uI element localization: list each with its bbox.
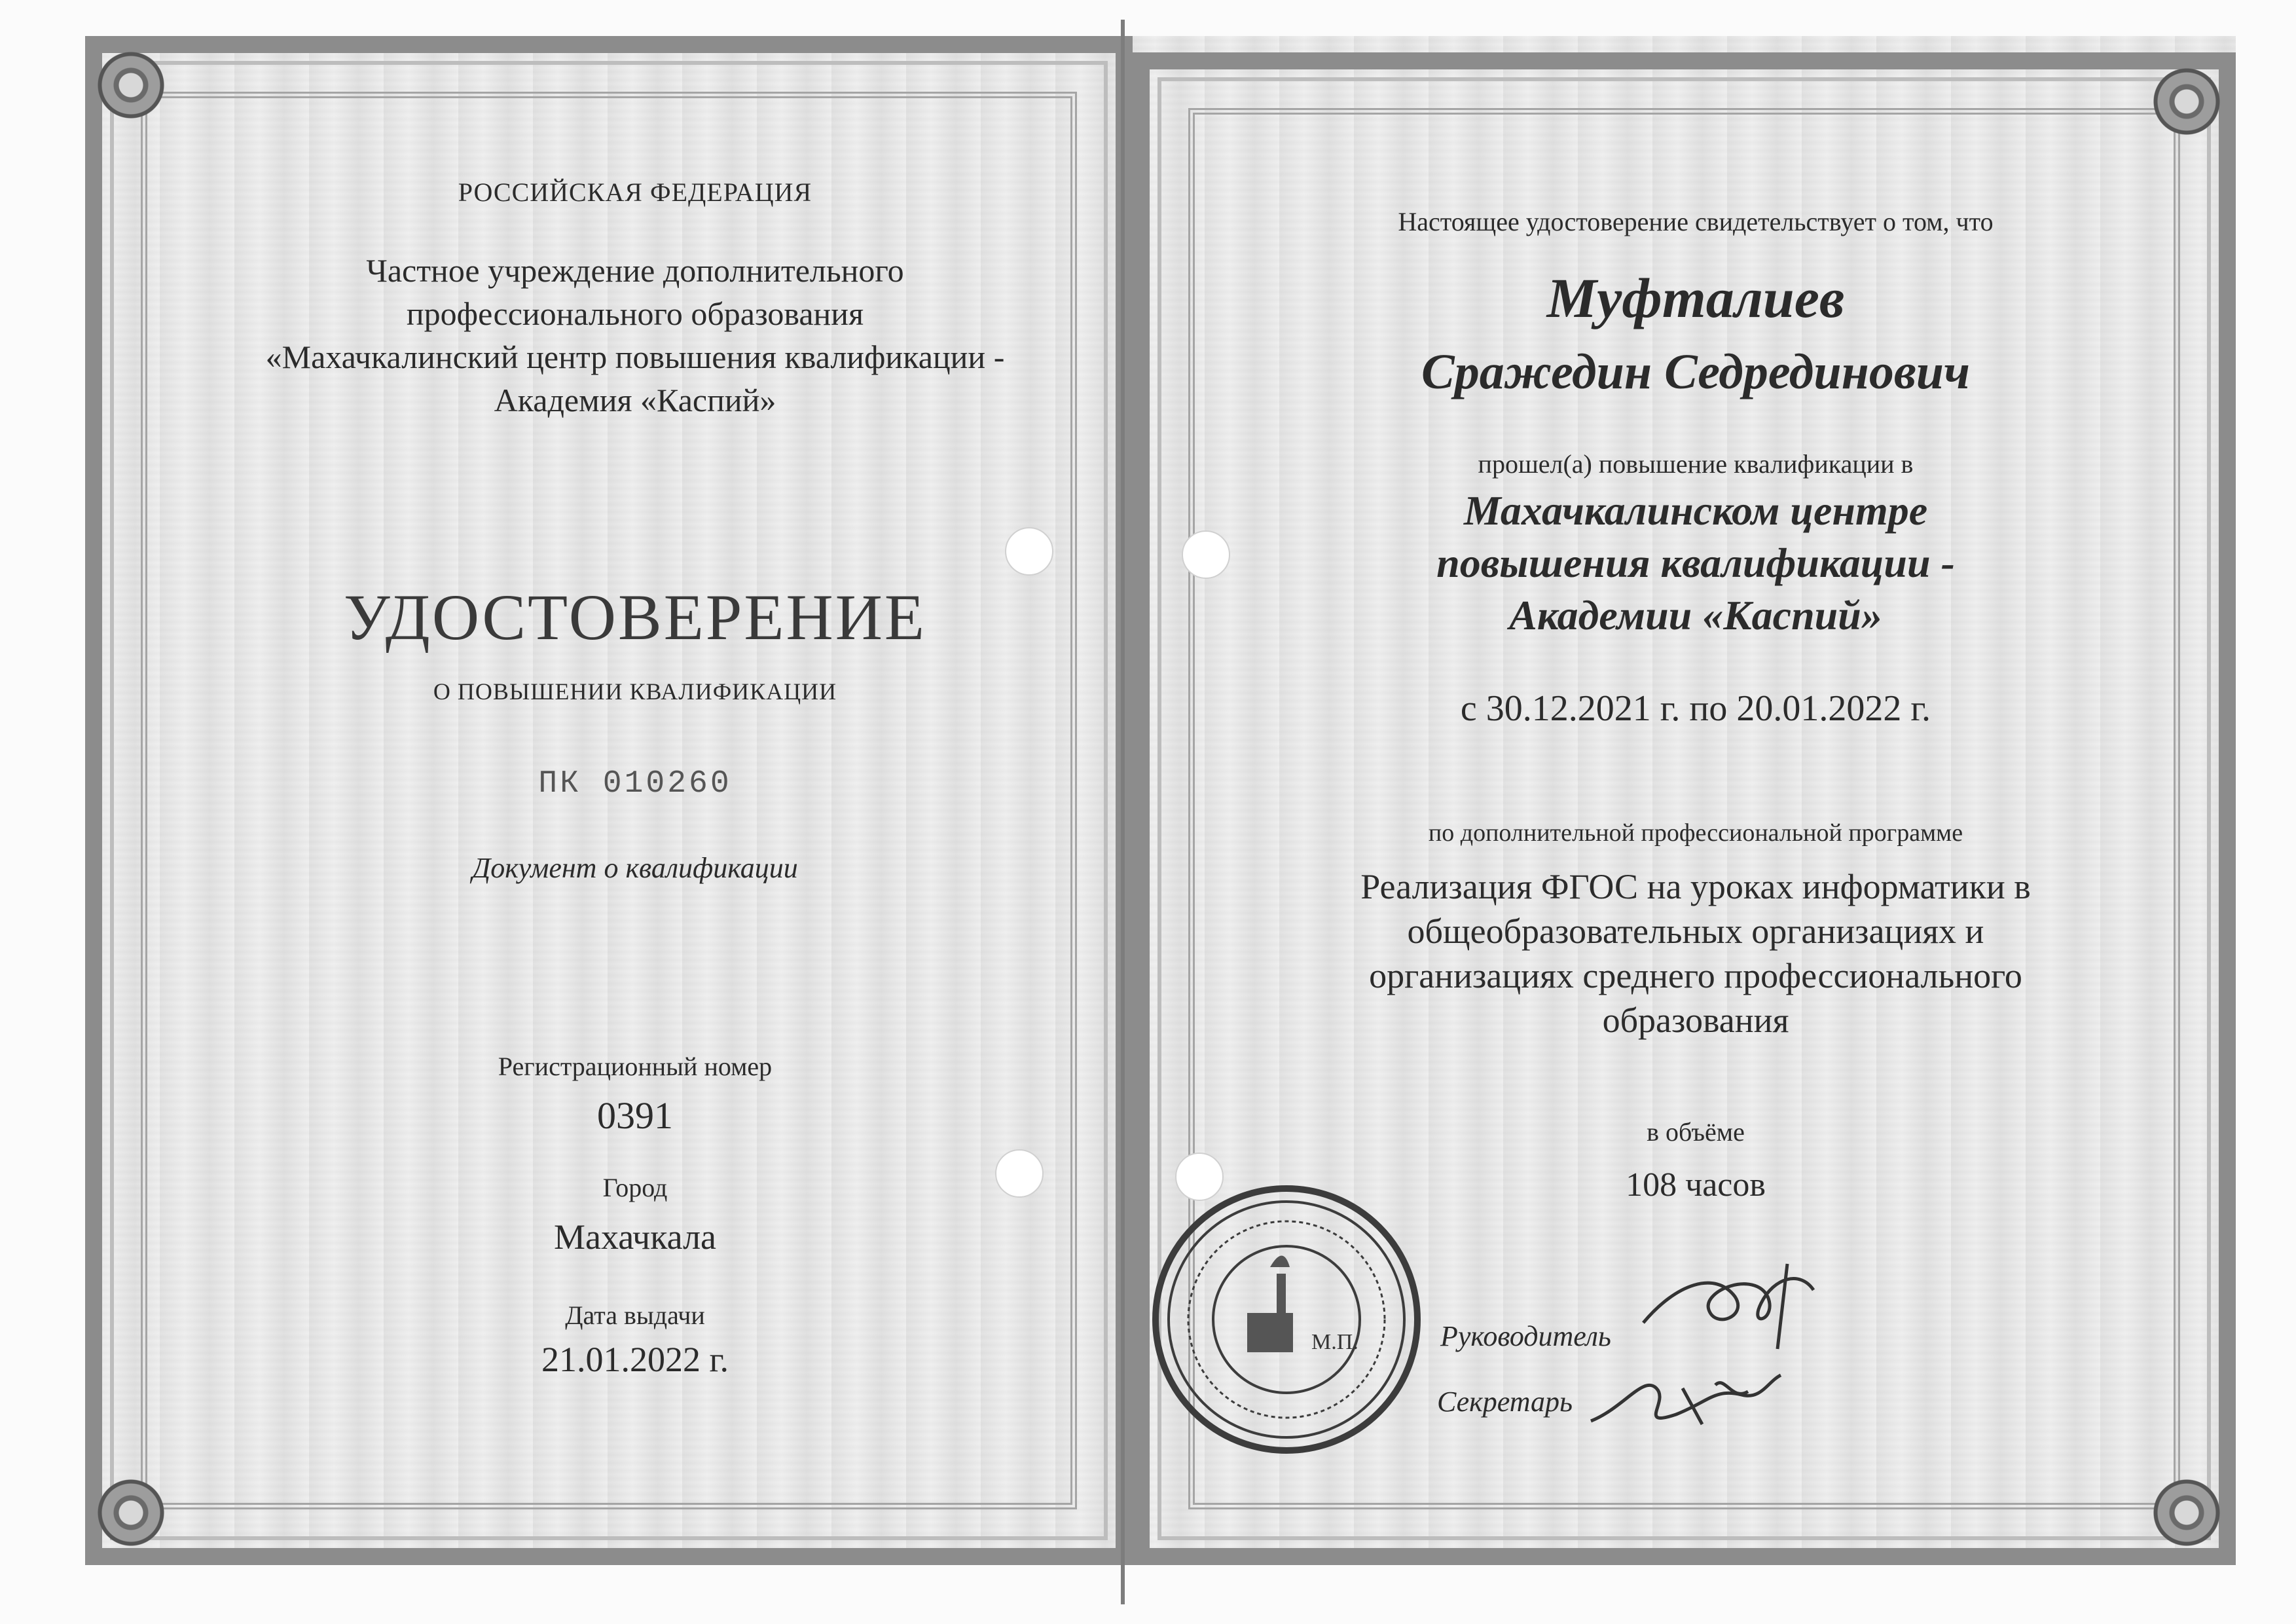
head-signature-label: Руководитель (1440, 1320, 1611, 1352)
punch-hole (1005, 527, 1053, 576)
city-value: Махачкала (553, 1217, 716, 1257)
org-line: Академия «Каспий» (494, 382, 776, 418)
program-line: Реализация ФГОС на уроках информатики в (1360, 867, 2031, 906)
secretary-signature-icon (1584, 1349, 1807, 1447)
program-line: образования (1602, 1001, 1789, 1040)
serial-number: ПК 010260 (538, 766, 732, 802)
volume-label: в объёме (1647, 1117, 1745, 1147)
document-subtitle: О ПОВЫШЕНИИ КВАЛИФИКАЦИИ (433, 678, 837, 705)
training-period: с 30.12.2021 г. по 20.01.2022 г. (1460, 688, 1931, 729)
org-line: Частное учреждение дополнительного (366, 252, 904, 289)
completed-text: прошел(а) повышение квалификации в (1478, 449, 1914, 479)
corner-ornament-icon (2147, 1473, 2226, 1552)
document-title: УДОСТОВЕРЕНИЕ (343, 581, 927, 654)
issue-date-value: 21.01.2022 г. (541, 1340, 729, 1379)
corner-ornament-icon (92, 46, 170, 124)
issue-date-label: Дата выдачи (565, 1301, 705, 1330)
country-heading: РОССИЙСКАЯ ФЕДЕРАЦИЯ (458, 177, 812, 207)
holder-given-names: Сражедин Седрединович (1421, 344, 1970, 399)
program-label: по дополнительной профессиональной программе (1428, 819, 1963, 847)
city-label: Город (602, 1173, 668, 1202)
document-type: Документ о квалификации (472, 852, 798, 884)
registration-number: 0391 (597, 1094, 673, 1137)
program-line: организациях среднего профессионального (1369, 956, 2022, 995)
official-seal-icon (1149, 1182, 1424, 1457)
institution-line: Махачкалинском центре (1463, 487, 1928, 534)
institution-name (1146, 485, 2246, 642)
corner-ornament-icon (92, 1473, 170, 1552)
org-line: профессионального образования (406, 295, 864, 332)
holder-surname: Муфталиев (1546, 267, 1845, 329)
program-name (1146, 864, 2246, 1043)
volume-value: 108 часов (1626, 1166, 1766, 1204)
seal-mp-text: М.П. (1311, 1330, 1358, 1354)
corner-ornament-icon (2147, 62, 2226, 141)
organization-name (111, 249, 1159, 422)
institution-line: повышения квалификации - (1436, 540, 1955, 586)
certify-intro: Настоящее удостоверение свидетельствует о том, что (1398, 207, 1994, 236)
registration-label: Регистрационный номер (498, 1052, 773, 1081)
org-line: «Махачкалинский центр повышения квалификации - (265, 339, 1005, 375)
head-signature-icon (1637, 1257, 1833, 1356)
institution-line: Академии «Каспий» (1509, 592, 1882, 638)
program-line: общеобразовательных организациях и (1407, 912, 1984, 951)
secretary-signature-label: Секретарь (1437, 1386, 1573, 1418)
